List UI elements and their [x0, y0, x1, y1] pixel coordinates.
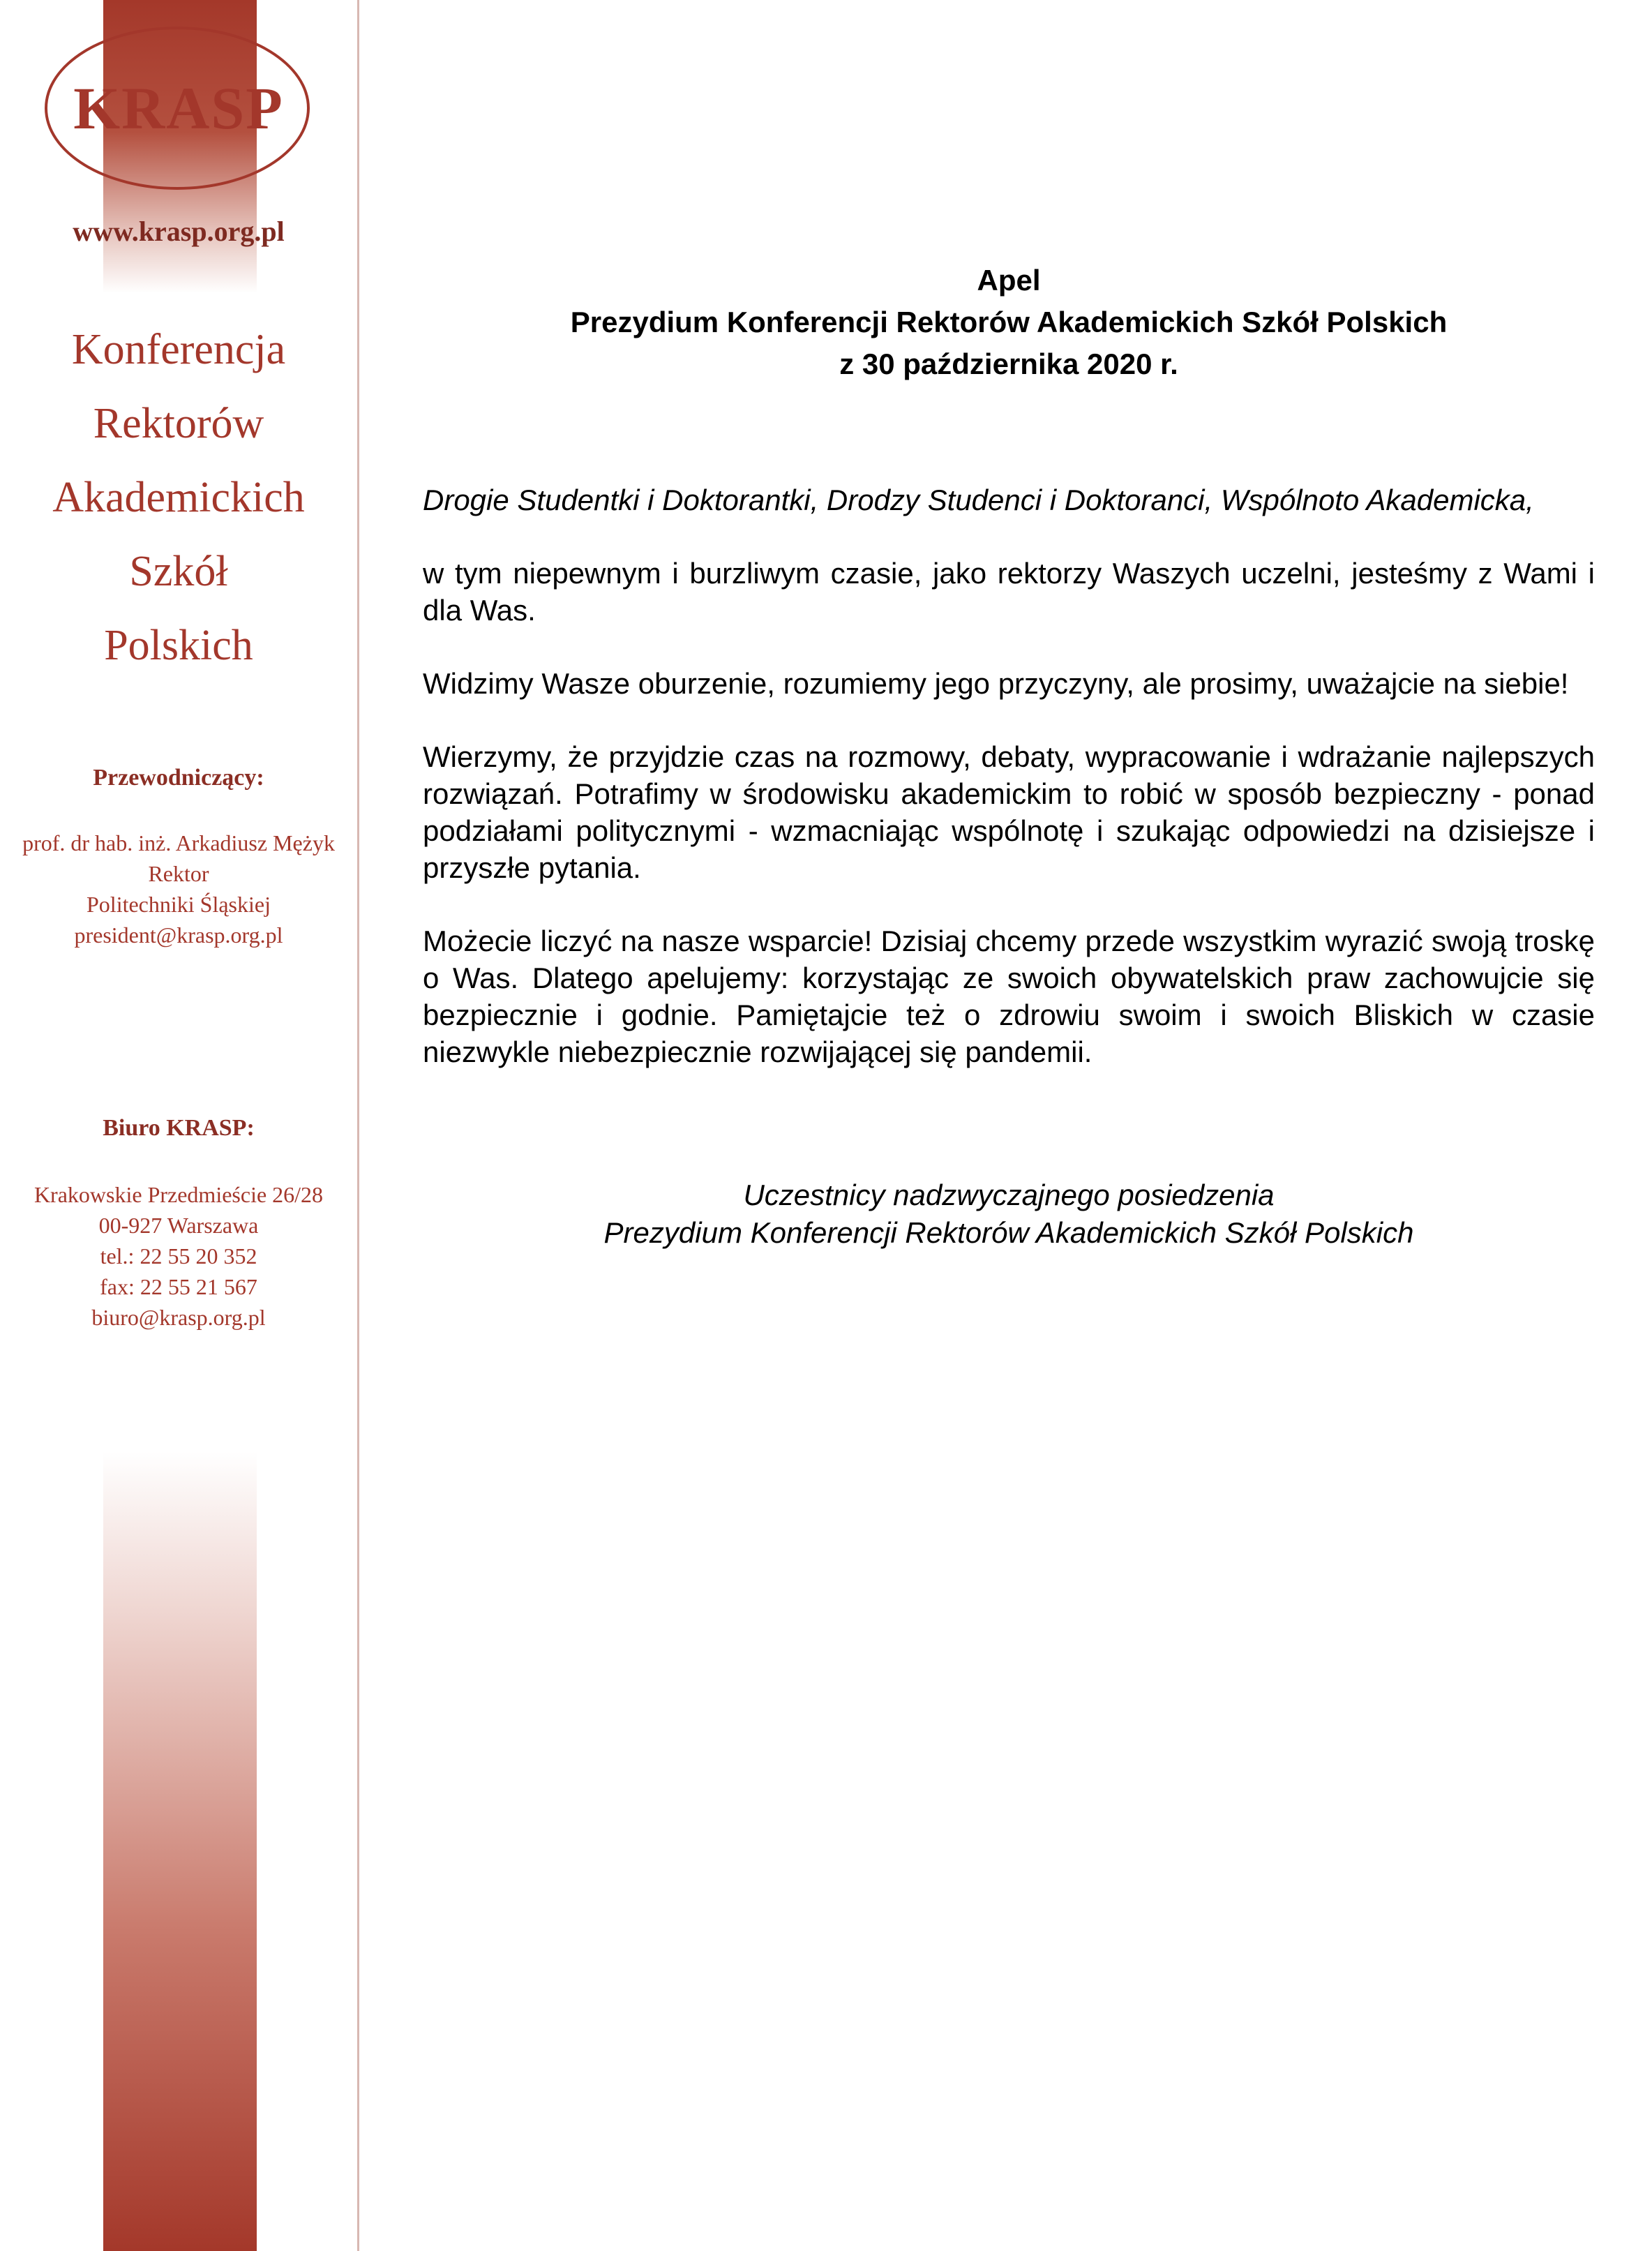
document-title: [423, 260, 1595, 385]
title-line: Apel: [977, 264, 1041, 297]
office-postal-code: 00-927 Warszawa: [98, 1213, 259, 1238]
office-phone: tel.: 22 55 20 352: [100, 1243, 257, 1269]
paragraph: w tym niepewnym i burzliwym czasie, jako rektorzy Waszych uczelni, jesteśmy z Wami i dla Was.: [423, 557, 1595, 627]
paragraph: Możecie liczyć na nasze wsparcie! Dzisiaj chcemy przede wszystkim wyrazić swoją troskę o Was. Dlatego apelujemy: korzystając ze swoich obywatelskich praw zachowujcie się bezpiecznie i godnie. Pamiętajcie też o zdrowiu swoim i swoich Bliskich w czasie niezwykle niebezpiecznie rozwijającej się pandemii.: [423, 925, 1595, 1068]
sidebar-divider: [357, 0, 359, 2251]
website-link[interactable]: www.krasp.org.pl: [73, 216, 285, 247]
letter-body: [423, 260, 1595, 1252]
conference-name-line: Konferencja: [71, 326, 286, 373]
conference-name-line: Szkół: [129, 548, 228, 595]
conference-name-line: Rektorów: [93, 400, 264, 447]
chair-name: prof. dr hab. inż. Arkadiusz Mężyk: [22, 830, 335, 855]
logo: KRASP: [73, 75, 284, 142]
office-fax: fax: 22 55 21 567: [100, 1274, 257, 1299]
chair-heading: Przewodniczący:: [93, 765, 264, 791]
conference-name-line: Polskich: [104, 622, 253, 669]
chair-info: [0, 828, 357, 950]
chair-university: Politechniki Śląskiej: [87, 892, 271, 917]
title-line: z 30 października 2020 r.: [839, 347, 1178, 380]
conference-name-line: Akademickich: [52, 474, 305, 521]
title-line: Prezydium Konferencji Rektorów Akademickich Szkół Polskich: [570, 306, 1448, 338]
signature: [423, 1176, 1595, 1252]
signature-line: Prezydium Konferencji Rektorów Akademickich Szkół Polskich: [603, 1216, 1414, 1249]
salutation: Drogie Studentki i Doktorantki, Drodzy Studenci i Doktoranci, Wspólnoto Akademicka,: [423, 484, 1534, 516]
paragraph: Widzimy Wasze oburzenie, rozumiemy jego przyczyny, ale prosimy, uważajcie na siebie!: [423, 667, 1569, 700]
conference-name: [0, 313, 357, 682]
letterhead-sidebar: [0, 0, 357, 2251]
paragraph: Wierzymy, że przyjdzie czas na rozmowy, debaty, wypracowanie i wdrażanie najlepszych rozwiązań. Potrafimy w środowisku akademickim to robić w sposób bezpieczny - ponad podziałami politycznymi - wzmacniając wspólnotę i szukając odpowiedzi na dzisiejsze i przyszłe pytania.: [423, 740, 1595, 884]
chair-email[interactable]: president@krasp.org.pl: [74, 922, 283, 948]
office-heading: Biuro KRASP:: [103, 1115, 255, 1141]
office-address: Krakowskie Przedmieście 26/28: [33, 1182, 324, 1207]
office-info: [0, 1179, 357, 1333]
office-email[interactable]: biuro@krasp.org.pl: [91, 1305, 266, 1330]
signature-line: Uczestnicy nadzwyczajnego posiedzenia: [743, 1179, 1275, 1211]
chair-title: Rektor: [148, 861, 209, 886]
